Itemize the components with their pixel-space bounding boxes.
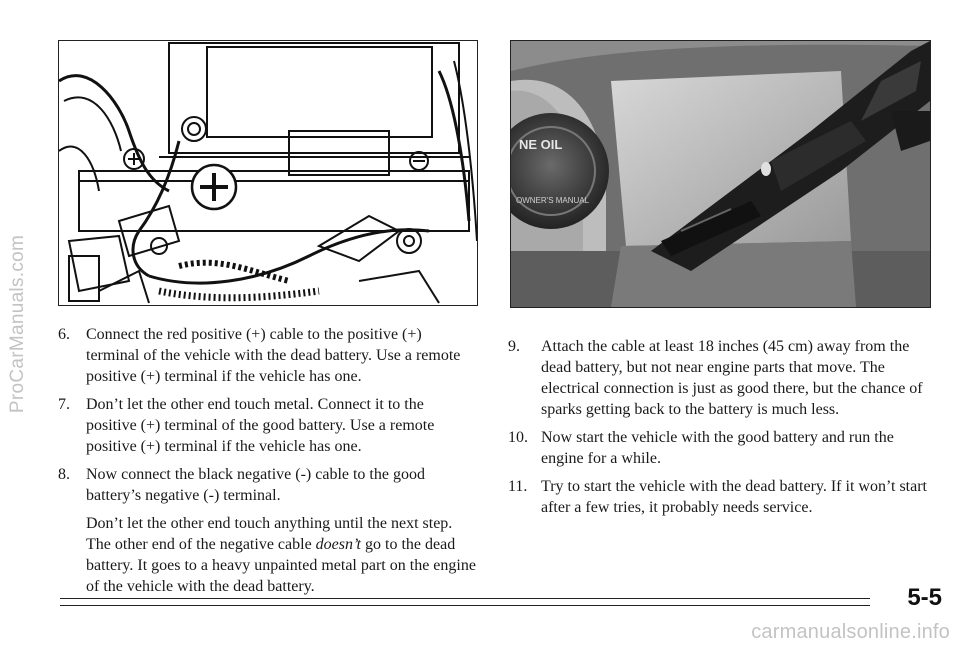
oil-cap-sublabel: OWNER'S MANUAL <box>516 196 590 205</box>
step-number: 10. <box>508 429 528 446</box>
clamp-photo-drawing <box>511 41 930 307</box>
step-6 <box>58 324 478 387</box>
step-text: Don’t let the other end touch metal. Connect it to the positive (+) terminal of the good battery. Use a remote positive (+) terminal if the vehicle has one. <box>86 396 435 455</box>
note-text-after: go to the dead battery. It goes to a heavy unpainted metal part on the engine of the vehicle with the dead battery. <box>86 536 476 595</box>
side-watermark-text: ProCarManuals.com <box>7 234 28 414</box>
battery-line-drawing <box>59 41 477 305</box>
page-number: 5-5 <box>907 584 942 611</box>
bottom-watermark: carmanualsonline.info <box>751 621 950 643</box>
step-number: 11. <box>508 478 528 495</box>
battery-terminal-illustration <box>58 40 478 306</box>
right-instructions-column <box>508 336 928 525</box>
step-number: 6. <box>58 326 70 343</box>
note-emphasis: doesn’t <box>315 536 361 553</box>
step-9 <box>508 336 928 420</box>
step-10 <box>508 427 928 469</box>
step-text: Connect the red positive (+) cable to the positive (+) terminal of the vehicle with the dead battery. Use a remote positive (+) terminal if the vehicle has one. <box>86 326 461 385</box>
cable-clamp-photo <box>510 40 931 308</box>
step-number: 9. <box>508 338 520 355</box>
step-11 <box>508 476 928 518</box>
oil-cap-label: NE OIL <box>519 137 563 152</box>
left-instructions-column <box>58 324 478 597</box>
page-footer-rule <box>60 598 870 606</box>
note-text-before: Don’t let the other end touch anything until the next step. The other end of the negative cable <box>86 515 453 553</box>
step-text: Now start the vehicle with the good battery and run the engine for a while. <box>541 429 894 467</box>
step-8-note <box>86 513 478 597</box>
step-8 <box>58 464 478 506</box>
step-text: Now connect the black negative (-) cable to the good battery’s negative (-) terminal. <box>86 466 425 504</box>
side-watermark <box>0 0 36 648</box>
step-text: Try to start the vehicle with the dead battery. If it won’t start after a few tries, it probably needs service. <box>541 478 927 516</box>
step-7 <box>58 394 478 457</box>
step-number: 8. <box>58 466 70 483</box>
step-text: Attach the cable at least 18 inches (45 cm) away from the dead battery, but not near engine parts that move. The electrical connection is just as good there, but the chance of sparks getting back to the battery is much less. <box>541 338 923 418</box>
step-number: 7. <box>58 396 70 413</box>
